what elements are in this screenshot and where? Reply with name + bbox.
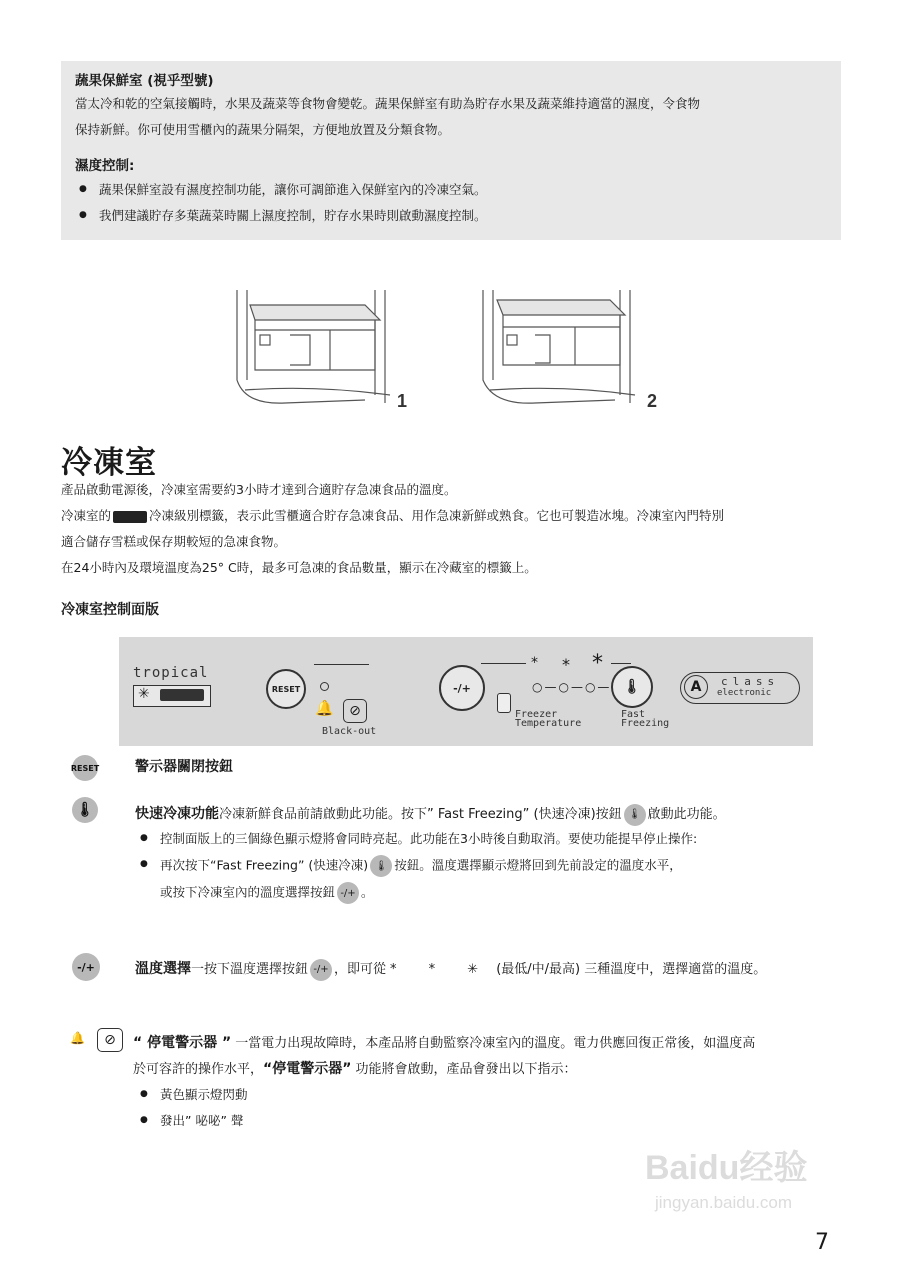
fast-freezing-title: 快速冷凍功能 [135, 806, 219, 822]
star-rating-badge [133, 685, 211, 707]
class-a-letter: A [684, 675, 708, 699]
crisper-para-2: 保持新鮮。你可使用雪櫃內的蔬果分隔架，方便地放置及分類食物。 [75, 122, 451, 137]
blackout-title: “ 停電警示器 ” [133, 1035, 232, 1051]
baidu-watermark [645, 1140, 807, 1213]
fast-freezing-bullet-1: ● 控制面版上的三個綠色顯示燈將會同時亮起。此功能在3小時後自動取消。要使功能提早停止操作: [160, 829, 697, 847]
blackout-bullet-2: ● 發出” 咇咇” 聲 [160, 1111, 243, 1129]
alarm-bell-icon: 🔔 [315, 699, 334, 717]
freezer-line-4: 在24小時內及環境溫度為25° C時，最多可急凍的食品數量，顯示在冷藏室的標籤上。 [61, 560, 537, 575]
reset-button[interactable]: RESET [266, 669, 306, 709]
freezer-line-2a: 冷凍室的 [61, 508, 112, 523]
snowflake-icon: ✳ [138, 686, 150, 702]
temperature-title: 溫度選擇 [135, 961, 191, 977]
stars-icon [160, 689, 204, 701]
fast-freezing-bullet-2: ● 再次按下“Fast Freezing” (快速冷凍) 🌡 按鈕。溫度選擇顯示燈將回到先前設定的溫度水平， [160, 855, 682, 877]
watermark-url: jingyan.baidu.com [655, 1193, 793, 1212]
reset-icon: RESET [72, 755, 98, 781]
temp-high-icon: * [592, 651, 603, 676]
panel-line-left [481, 663, 526, 664]
freezer-line-1: 產品啟動電源後，冷凍室需要約3小時才達到合適貯存急凍食品的溫度。 [61, 482, 457, 497]
reset-section-title: 警示器關閉按鈕 [135, 759, 233, 775]
fast-freezing-button[interactable] [611, 666, 653, 708]
star-rating-icon [113, 511, 147, 523]
blackout-bullet-1: ● 黃色顯示燈閃動 [160, 1085, 248, 1103]
vegetable-crisper-box [61, 61, 841, 240]
blackout-icon: ⊘ [343, 699, 367, 723]
thermometer-icon: 🌡 [623, 679, 641, 695]
figure-2-label: 2 [647, 391, 658, 411]
tropical-label: tropical [133, 665, 209, 681]
reset-indicator-light [320, 682, 329, 691]
freezer-line-2b: 冷凍級別標籤，表示此雪櫃適合貯存急凍食品、用作急凍新鮮或熟食。它也可製造冰塊。冷凍室內門特別 [149, 508, 725, 523]
fast-freezing-bullet-2-cont: 或按下冷凍室內的溫度選擇按鈕 -/+ 。 [160, 882, 374, 904]
page-number: 7 [815, 1230, 829, 1255]
blackout-label: Black-out [322, 726, 377, 737]
control-panel-heading: 冷凍室控制面版 [61, 602, 159, 618]
watermark-brand: Baidu经验 [645, 1149, 808, 1187]
freezer-temp-indicator [497, 693, 511, 713]
blackout-line-1: “ 停電警示器 ” 一當電力出現故障時，本產品將自動監察冷凍室內的溫度。電力供應回復正常後，如溫度高 [133, 1035, 756, 1051]
minus-plus-icon: -/+ [337, 882, 359, 904]
thermometer-icon: 🌡 [624, 804, 646, 826]
freezer-line-2 [61, 504, 851, 527]
humidity-heading: 濕度控制: [75, 158, 135, 174]
alarm-bell-icon: 🔔 [70, 1031, 85, 1045]
freezer-title: 冷凍室 [61, 445, 157, 481]
temperature-line: 溫度選擇一按下溫度選擇按鈕 -/+ ，即可從 * * ✳ (最低/中/最高) 三種溫度中，選擇適當的溫度。 [135, 958, 766, 981]
fast-freezing-line: 快速冷凍功能冷凍新鮮食品前請啟動此功能。按下” Fast Freezing” (快速冷凍)按鈕 🌡 啟動此功能。 [135, 803, 726, 826]
temp-mid-icon: * [562, 655, 570, 674]
temp-levels-icon: * * ✳ [390, 962, 493, 977]
crisper-heading: 蔬果保鮮室 (視乎型號) [75, 73, 214, 89]
freezer-control-panel [119, 637, 813, 746]
crisper-figure-2 [475, 285, 670, 415]
freezer-line-3: 適合儲存雪糕或保存期較短的急凍食物。 [61, 534, 287, 549]
temp-low-icon: * [531, 655, 538, 671]
panel-divider [314, 664, 369, 665]
fast-freezing-icon: 🌡 [72, 797, 98, 823]
minus-plus-icon: -/+ [310, 959, 332, 981]
temperature-select-button[interactable]: -/+ [439, 665, 485, 711]
blackout-line-2: 於可容許的操作水平，“停電警示器” 功能將會啟動，產品會發出以下指示： [133, 1061, 577, 1077]
figure-1-label: 1 [397, 391, 408, 411]
crisper-para-1: 當太冷和乾的空氣接觸時，水果及蔬菜等食物會變乾。蔬果保鮮室有助為貯存水果及蔬菜維持適當的濕度，令食物 [75, 96, 701, 111]
freezer-temp-label-1: Freezer [515, 709, 558, 720]
temperature-select-icon: -/+ [72, 953, 100, 981]
humidity-bullet-1: ● 蔬果保鮮室設有濕度控制功能，讓你可調節進入保鮮室內的冷凍空氣。 [99, 180, 487, 198]
temperature-lights: ○—○—○— [532, 680, 612, 694]
freezer-temp-label-2: Temperature [515, 718, 582, 729]
thermometer-icon: 🌡 [370, 855, 392, 877]
humidity-bullet-2: ● 我們建議貯存多葉蔬菜時關上濕度控制，貯存水果時則啟動濕度控制。 [99, 206, 487, 224]
fast-freezing-label-1: Fast [621, 709, 646, 720]
class-a-badge [680, 672, 800, 704]
fast-freezing-label-2: Freezing [621, 718, 670, 729]
crisper-figure-1 [225, 285, 420, 415]
panel-line-right [611, 663, 631, 664]
electronic-label: electronic [717, 688, 772, 698]
class-label: class [721, 675, 780, 688]
blackout-icon: ⊘ [97, 1028, 123, 1052]
